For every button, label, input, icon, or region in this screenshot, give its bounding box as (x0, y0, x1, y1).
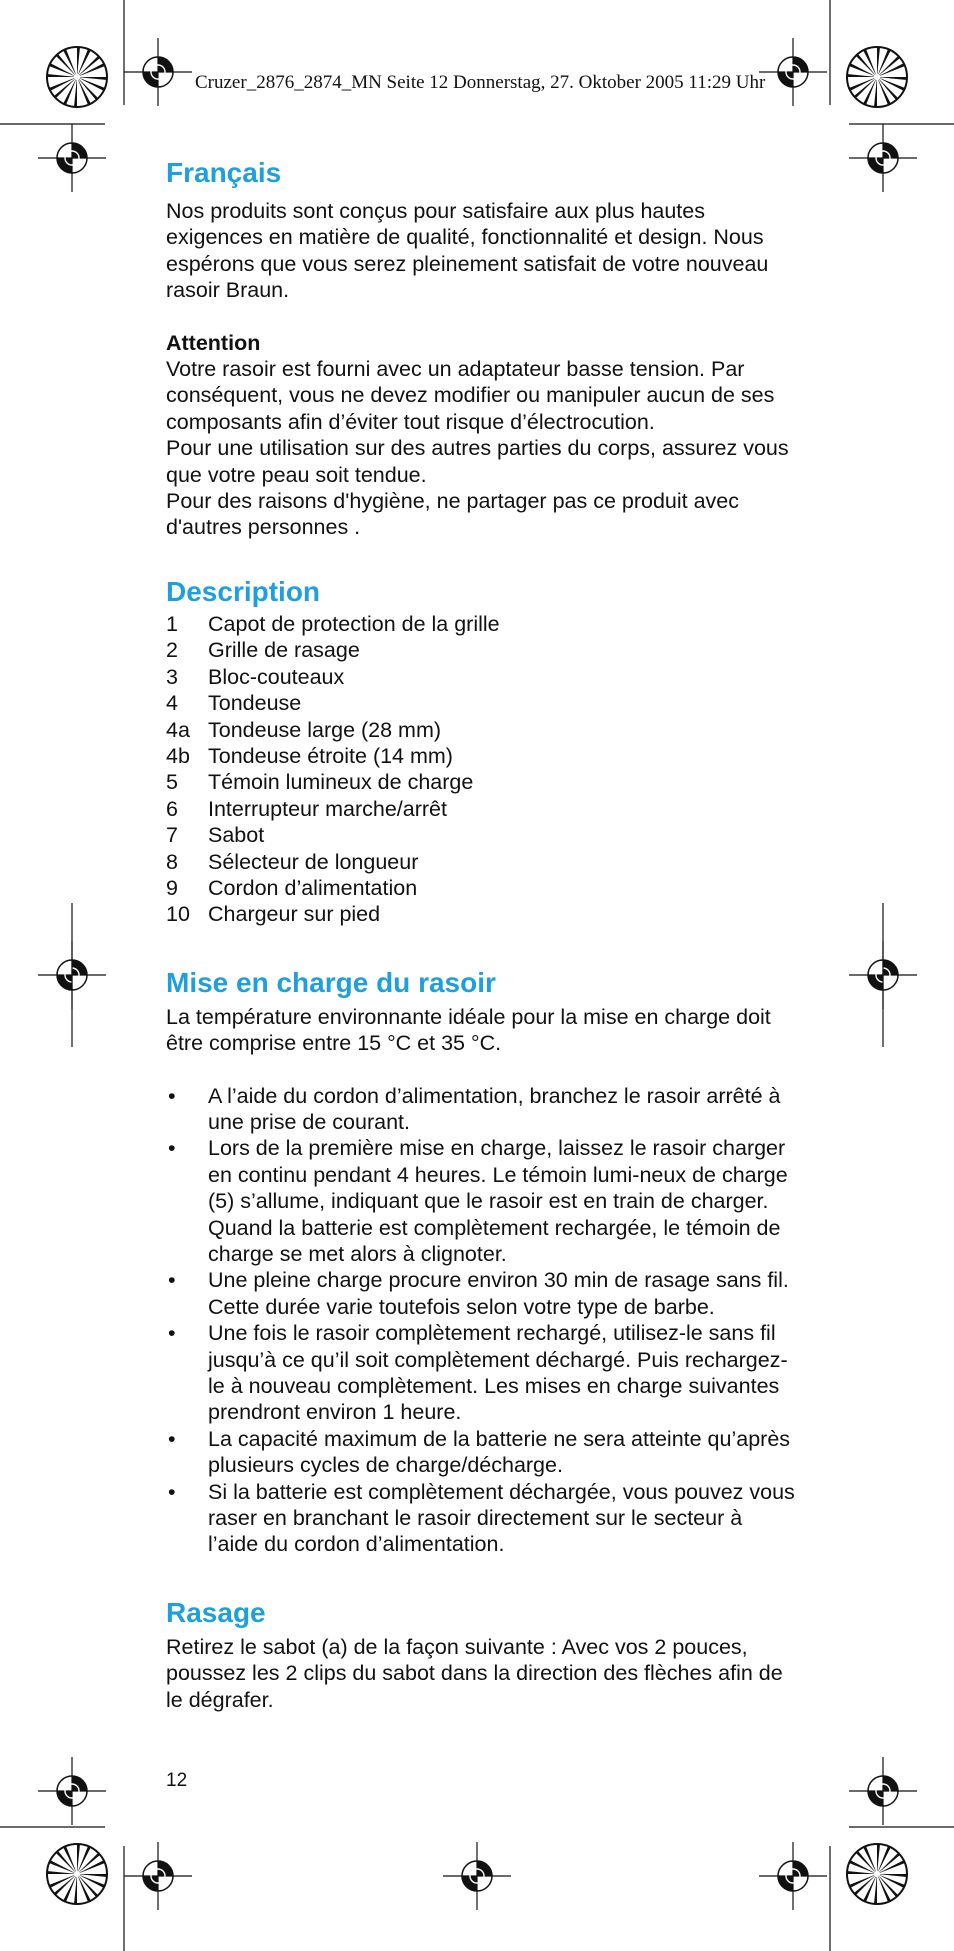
charging-bullets (166, 1083, 796, 1558)
list-item (166, 1479, 796, 1558)
list-item (166, 1267, 796, 1320)
item-number: 9 (166, 875, 178, 900)
bullet-icon: • (168, 1083, 176, 1108)
item-label: Sélecteur de longueur (208, 849, 419, 874)
registration-target-right-bottom (849, 1757, 917, 1825)
item-label: Cordon d’alimentation (208, 875, 418, 900)
item-label: Tondeuse (208, 691, 302, 716)
list-item (166, 1135, 796, 1267)
item-label: Tondeuse large (28 mm) (208, 717, 442, 742)
bullet-icon: • (168, 1136, 176, 1161)
registration-target-left-bottom (38, 1757, 106, 1825)
list-item (166, 1083, 796, 1136)
list-item (166, 664, 796, 690)
list-item (166, 611, 796, 637)
list-item (166, 769, 796, 795)
item-number: 7 (166, 823, 178, 848)
bullet-text: La capacité maximum de la batterie ne sera atteinte qu’après plusieurs cycles de charge/décharge. (208, 1426, 791, 1478)
list-item (166, 849, 796, 875)
item-number: 3 (166, 664, 178, 689)
list-item (166, 1320, 796, 1426)
attention-line: Pour une utilisation sur des autres parties du corps, assurez vous que votre peau soit tendue. (166, 436, 789, 487)
registration-target-top-left (124, 38, 192, 106)
registration-target-bottom-center (443, 1842, 511, 1910)
section-title-rasage: Rasage (166, 1596, 266, 1628)
item-number: 4b (166, 743, 190, 768)
list-item (166, 1426, 796, 1479)
bullet-icon: • (168, 1321, 176, 1346)
bullet-icon: • (168, 1268, 176, 1293)
shaving-paragraph: Retirez le sabot (a) de la façon suivante : Avec vos 2 pouces, poussez les 2 clips du sabot dans la direction des flèches afin de le dégrafer. (166, 1634, 783, 1712)
starburst-mark-top-right (847, 47, 907, 107)
parts-list (166, 611, 796, 928)
item-number: 10 (166, 902, 190, 927)
item-number: 1 (166, 611, 178, 636)
page-number: 12 (166, 1770, 188, 1791)
bullet-icon: • (168, 1479, 176, 1504)
starburst-mark-bottom-right (847, 1844, 907, 1904)
item-number: 4a (166, 717, 190, 742)
bullet-text: Si la batterie est complètement déchargée, vous pouvez vous raser en branchant le rasoir directement sur le secteur à l’aide du cordon d’alimentation. (208, 1479, 795, 1557)
starburst-mark-bottom-left (47, 1844, 107, 1904)
bullet-icon: • (168, 1426, 176, 1451)
list-item (166, 690, 796, 716)
attention-line: Pour des raisons d'hygiène, ne partager pas ce produit avec d'autres personnes . (166, 489, 740, 540)
registration-target-bottom-left (124, 1842, 192, 1910)
list-item (166, 822, 796, 848)
print-header-slug: Cruzer_2876_2874_MN Seite 12 Donnerstag, 27. Oktober 2005 11:29 Uhr (195, 72, 766, 93)
list-item (166, 717, 796, 743)
list-item (166, 796, 796, 822)
bullet-text: A l’aide du cordon d’alimentation, branchez le rasoir arrêté à une prise de courant. (208, 1083, 781, 1134)
item-label: Capot de protection de la grille (208, 611, 500, 636)
item-number: 2 (166, 638, 178, 663)
registration-target-right-top (849, 124, 917, 192)
item-label: Tondeuse étroite (14 mm) (208, 743, 453, 768)
list-item (166, 901, 796, 927)
item-label: Bloc-couteaux (208, 664, 345, 689)
charging-intro: La température environnante idéale pour la mise en charge doit être comprise entre 15 °C et 35 °C. (166, 1004, 771, 1056)
registration-target-bottom-right (759, 1842, 827, 1910)
registration-target-top-right (759, 38, 827, 106)
item-number: 4 (166, 691, 178, 716)
item-number: 5 (166, 770, 178, 795)
item-number: 6 (166, 796, 178, 821)
item-label: Grille de rasage (208, 638, 360, 663)
item-label: Sabot (208, 823, 265, 848)
bullet-text: Lors de la première mise en charge, laissez le rasoir charger en continu pendant 4 heures. Le témoin lumi-neux de charge (5) s’allume, indiquant que le rasoir est en train de charger. Quand la batterie est complètement rechargée, le témoin de charge se met alors à clignoter. (208, 1136, 788, 1266)
item-label: Témoin lumineux de charge (208, 770, 474, 795)
bullet-text: Une pleine charge procure environ 30 min de rasage sans fil. Cette durée varie toutefois selon votre type de barbe. (208, 1268, 789, 1319)
section-title-charging: Mise en charge du rasoir (166, 966, 496, 998)
starburst-mark-top-left (47, 47, 107, 107)
list-item (166, 637, 796, 663)
bullet-text: Une fois le rasoir complètement rechargé, utilisez-le sans fil jusqu’à ce qu’il soit complètement déchargé. Puis rechargez-le à nouveau complètement. Les mises en charge suivantes prendront environ 1 heure. (208, 1321, 788, 1425)
item-label: Interrupteur marche/arrêt (208, 796, 447, 821)
intro-paragraph: Nos produits sont conçus pour satisfaire aux plus hautes exigences en matière de qualité, fonctionnalité et design. Nous espérons que vous serez pleinement satisfait de votre nouveau rasoir Braun. (166, 199, 769, 303)
list-item (166, 743, 796, 769)
attention-title: Attention (166, 330, 261, 355)
section-title-description: Description (166, 575, 321, 607)
section-title-francais: Français (166, 157, 282, 188)
page-content (166, 156, 796, 1713)
item-number: 8 (166, 849, 178, 874)
item-label: Chargeur sur pied (208, 902, 381, 927)
list-item (166, 875, 796, 901)
registration-target-left-top (38, 124, 106, 192)
attention-line: Votre rasoir est fourni avec un adaptateur basse tension. Par conséquent, vous ne devez modifier ou manipuler aucun de ses composants afin d’éviter tout risque d’électrocution. (166, 357, 775, 434)
